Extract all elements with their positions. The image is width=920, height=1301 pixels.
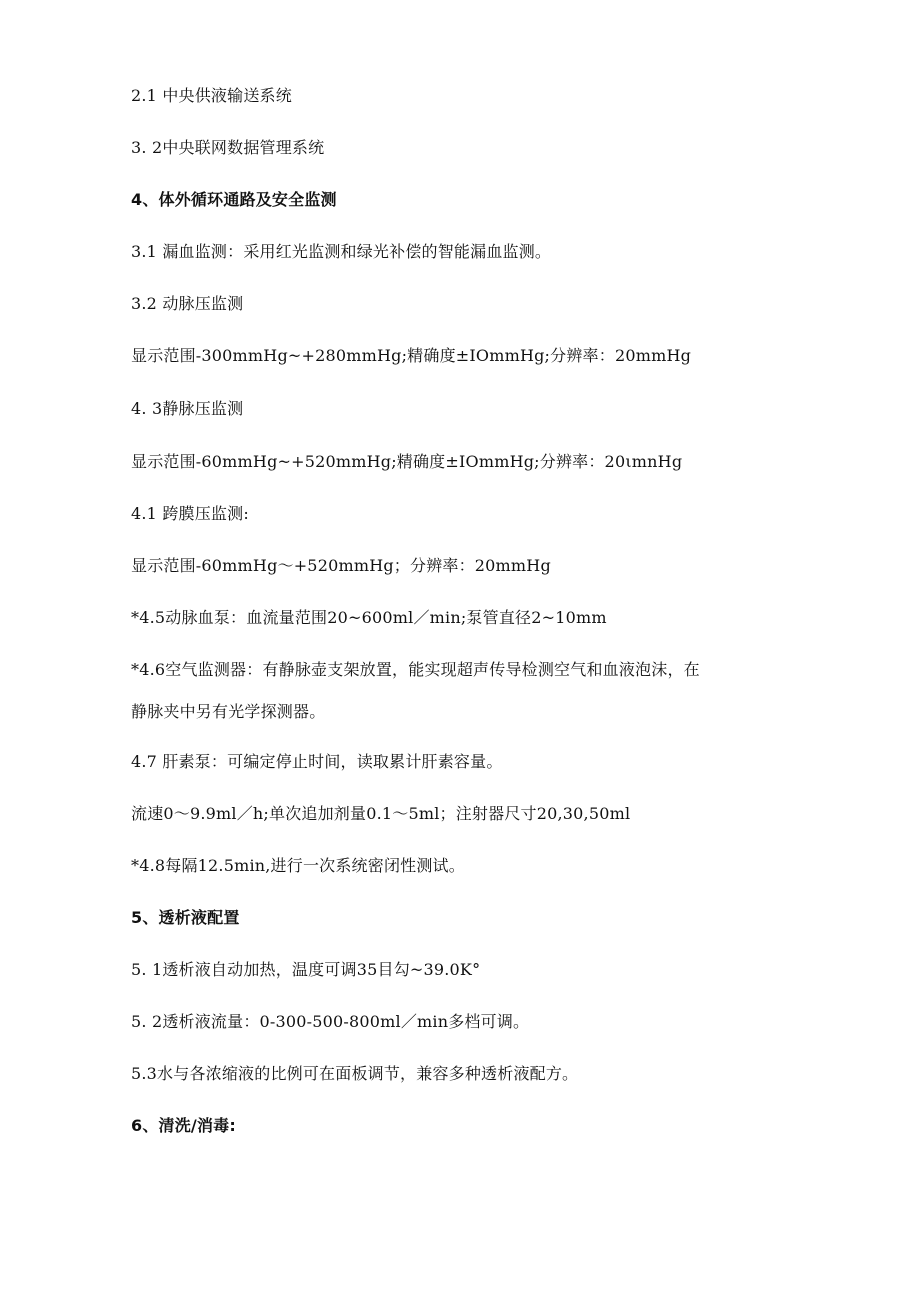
heading-6-cleaning: 6、清洗/消毒: <box>131 1116 236 1135</box>
section-4-7-heparin: 4.7 肝素泵：可编定停止时间，读取累计肝素容量。 <box>131 752 503 771</box>
section-5-2-flow: 5. 2透析液流量：0-300-500-800ml／min多档可调。 <box>131 1012 530 1031</box>
heading-5-dialysate: 5、透析液配置 <box>131 908 240 927</box>
section-4-8-seal-test: *4.8每隔12.5min,进行一次系统密闭性测试。 <box>131 856 465 875</box>
section-4-1-tmp: 4.1 跨膜压监测: <box>131 504 249 523</box>
section-4-5-blood-pump: *4.5动脉血泵：血流量范围20~600ml／min;泵管直径2~10mm <box>131 608 607 627</box>
section-3-1-blood-leak: 3.1 漏血监测：采用红光监测和绿光补偿的智能漏血监测。 <box>131 242 552 261</box>
section-2-1: 2.1 中央供液输送系统 <box>131 86 292 105</box>
section-3-2-network: 3. 2中央联网数据管理系统 <box>131 138 325 157</box>
section-3-2-arterial: 3.2 动脉压监测 <box>131 294 244 313</box>
heparin-flow-text: 流速0～9.9ml／h;单次追加剂量0.1～5ml；注射器尺寸20,30,50ml <box>131 804 631 823</box>
venous-range-text: 显示范围-60mmHg~+520mmHg;精确度±IOmmHg;分辨率：20ιmnHg <box>131 452 683 471</box>
tmp-range-text: 显示范围-60mmHg～+520mmHg；分辨率：20mmHg <box>131 556 551 575</box>
air-detector-continued: 静脉夹中另有光学探测器。 <box>131 702 326 721</box>
heading-4-circulation: 4、体外循环通路及安全监测 <box>131 190 337 209</box>
section-5-3-ratio: 5.3水与各浓缩液的比例可在面板调节，兼容多种透析液配方。 <box>131 1064 579 1083</box>
section-5-1-heating: 5. 1透析液自动加热，温度可调35目勾~39.0K° <box>131 960 481 979</box>
section-4-3-venous: 4. 3静脉压监测 <box>131 399 244 418</box>
arterial-range-text: 显示范围-300mmHg~+280mmHg;精确度±IOmmHg;分辨率：20mmHg <box>131 346 692 365</box>
section-4-6-air-detector: *4.6空气监测器：有静脉壶支架放置，能实现超声传导检测空气和血液泡沫，在 <box>131 660 700 679</box>
